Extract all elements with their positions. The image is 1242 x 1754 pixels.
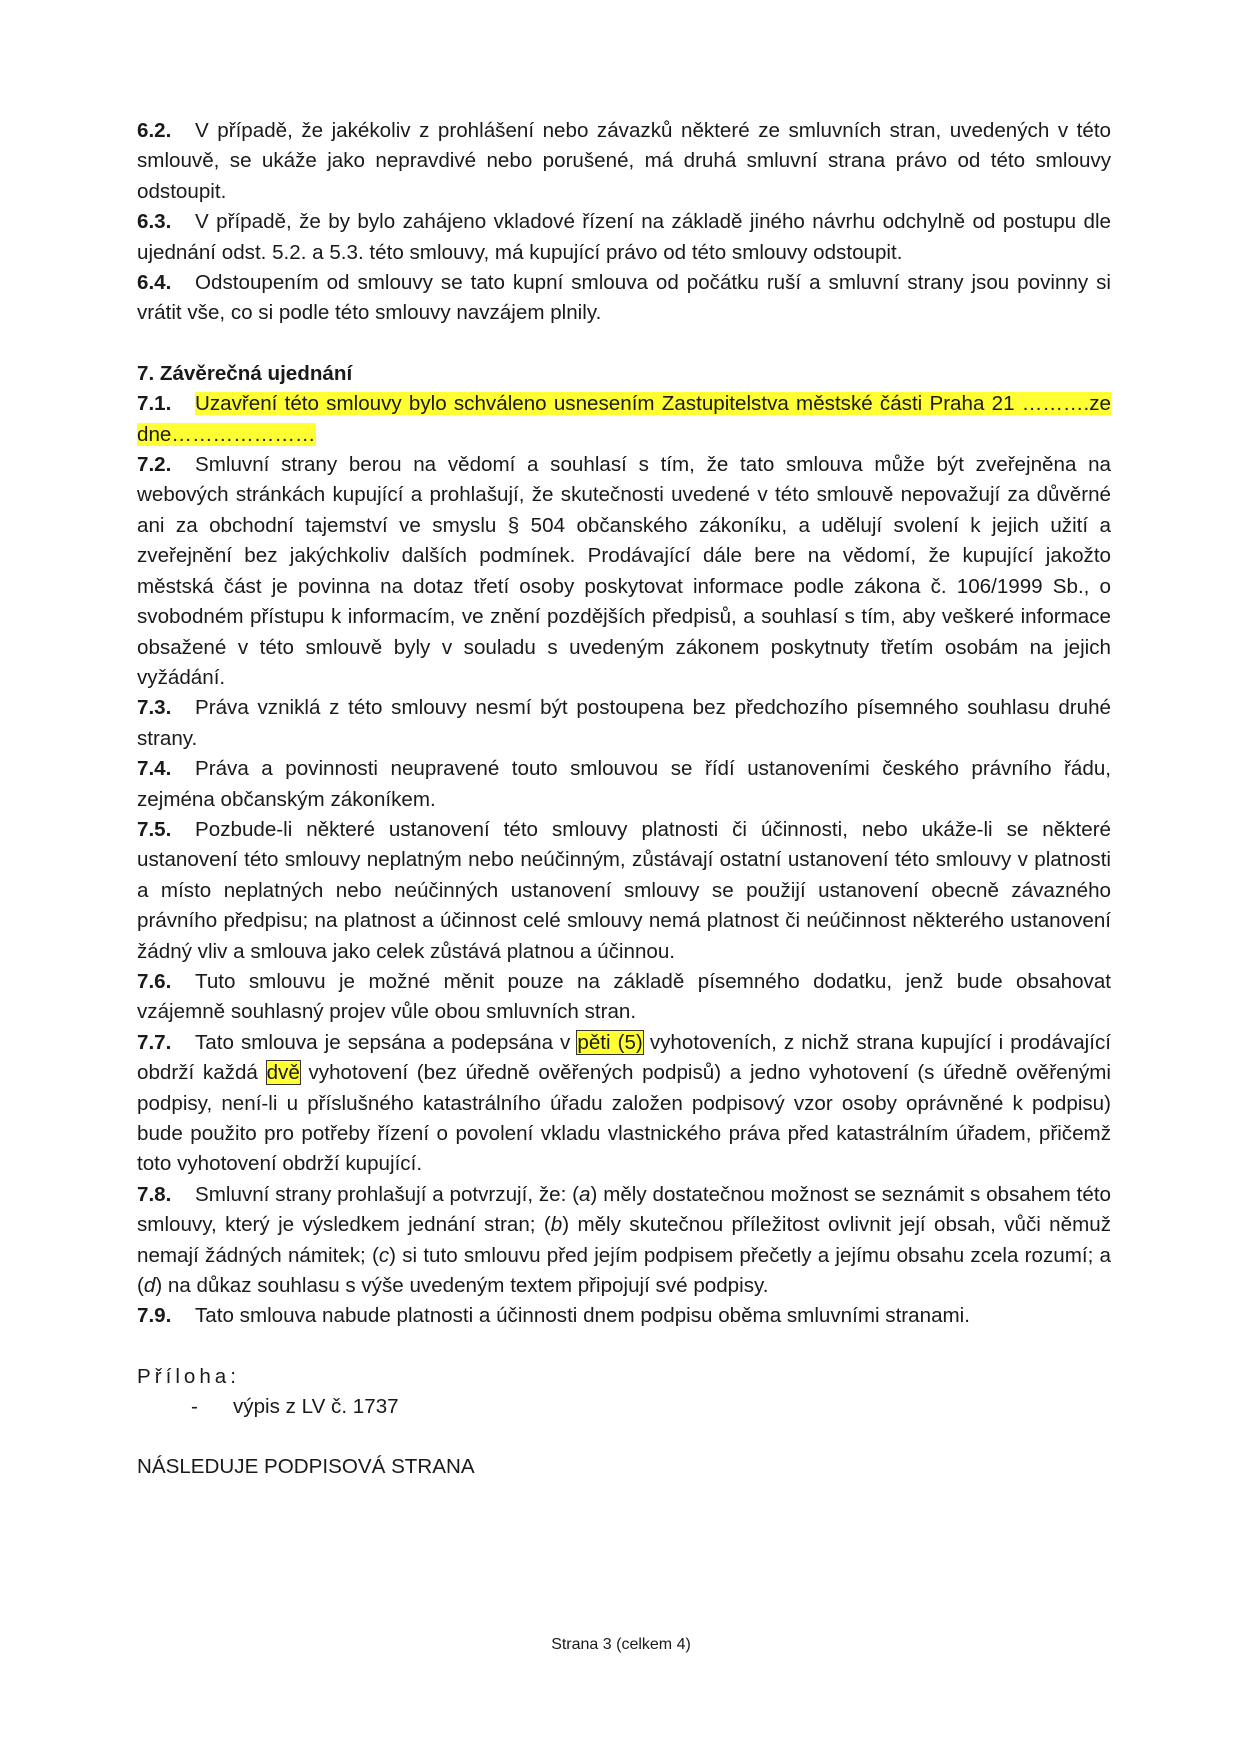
clause-text: Smluvní strany prohlašují a potvrzují, že: (	[195, 1182, 580, 1206]
clause-7-4	[137, 754, 1111, 815]
clause-number: 6.4.	[137, 271, 172, 295]
attachment-item	[191, 1392, 1111, 1422]
clause-text: ) si tuto smlouvu před jejím podpisem přečetly a jejímu obsahu zcela rozumí; a (	[137, 1243, 1111, 1298]
clause-text: Tato smlouva je sepsána a podepsána v	[195, 1030, 578, 1054]
clause-text: V případě, že jakékoliv z prohlášení nebo závazků některé ze smluvních stran, uvedených v této smlouvě, se ukáže jako nepravdivé nebo porušené, má druhá smluvní strana právo od této smlouvy odstoupit.	[137, 119, 1111, 203]
attachment-heading: Příloha:	[137, 1364, 240, 1388]
clause-7-7	[137, 1028, 1111, 1180]
clause-6-2	[137, 116, 1111, 207]
clause-text: Práva vzniklá z této smlouvy nesmí být postoupena bez předchozího písemného souhlasu druhé strany.	[137, 696, 1111, 750]
clause-text: vyhotovení (bez úředně ověřených podpisů) a jedno vyhotovení (s úředně ověřenými podpisy, není-li u příslušného katastrálního úřadu založen podpisový vzor osoby oprávněné k podpisu) bude použito pro potřeby řízení o povolení vkladu vlastnického práva před katastrálním úřadem, přičemž toto vyhotovení obdrží kupující.	[137, 1061, 1111, 1176]
section-7-heading: 7. Závěrečná ujednání	[137, 361, 353, 385]
highlighted-copies-each: dvě	[266, 1061, 300, 1085]
clause-text: Smluvní strany berou na vědomí a souhlasí s tím, že tato smlouva může být zveřejněna na webových stránkách kupující a prohlašují, že skutečnosti uvedené v této smlouvě nepovažují za důvěrné ani za obchodní tajemství ve smyslu § 504 občanského zákoníku, a udělují svolení k jejich užití a zveřejnění bez jakýchkoliv dalších podmínek. Prodávající dále bere na vědomí, že kupující jakožto městská část je povinna na dotaz třetí osoby poskytovat informace podle zákona č. 106/1999 Sb., o svobodném přístupu k informacím, ve znění pozdějších předpisů, a souhlasí s tím, aby veškeré informace obsažené v této smlouvě byly v souladu s uvedeným zákonem poskytnuty třetím osobám na jejich vyžádání.	[137, 453, 1111, 689]
clause-text: ) měly dostatečnou možnost se seznámit s obsahem této smlouvy, který je výsledkem jednání stran; (	[137, 1182, 1111, 1237]
attachment-item-text: výpis z LV č. 1737	[233, 1395, 399, 1419]
clause-text: Tuto smlouvu je možné měnit pouze na základě písemného dodatku, jenž bude obsahovat vzájemně souhlasný projev vůle obou smluvních stran.	[137, 969, 1111, 1024]
clause-number: 7.9.	[137, 1304, 172, 1328]
clause-7-1	[137, 389, 1111, 450]
clause-number: 7.1.	[137, 392, 172, 416]
clause-number: 6.2.	[137, 119, 172, 142]
clause-7-5	[137, 815, 1111, 967]
clause-number: 7.7.	[137, 1030, 172, 1054]
clause-6-3	[137, 207, 1111, 268]
clause-7-9	[137, 1301, 1111, 1331]
clause-number: 7.3.	[137, 696, 172, 720]
clause-text: Tato smlouva nabude platnosti a účinnosti dnem podpisu oběma smluvními stranami.	[195, 1304, 970, 1328]
item-letter: a	[579, 1182, 591, 1206]
clause-number: 7.8.	[137, 1182, 172, 1206]
clause-7-3	[137, 693, 1111, 754]
document-page	[137, 116, 1111, 1482]
clause-number: 7.6.	[137, 969, 172, 993]
clause-text: Práva a povinnosti neupravené touto smlouvou se řídí ustanoveními českého právního řádu, zejména občanským zákoníkem.	[137, 757, 1111, 811]
signature-page-note: NÁSLEDUJE PODPISOVÁ STRANA	[137, 1454, 475, 1478]
highlighted-clause-text: Uzavření této smlouvy bylo schváleno usnesením Zastupitelstva městské části Praha 21 ……….ze dne…………………	[137, 392, 1111, 446]
highlighted-copies-count: pěti (5)	[577, 1030, 643, 1054]
clause-text: ) měly skutečnou příležitost ovlivnit její obsah, vůči němuž nemají žádných námitek; (	[137, 1213, 1111, 1267]
item-letter: d	[143, 1274, 156, 1298]
bullet-dash: -	[191, 1395, 198, 1419]
clause-7-6	[137, 967, 1111, 1028]
clause-6-4	[137, 268, 1111, 329]
clause-7-8	[137, 1180, 1111, 1302]
item-letter: c	[378, 1243, 390, 1267]
clause-text: Pozbude-li některé ustanovení této smlouvy platnosti či účinnosti, nebo ukáže-li se některé ustanovení této smlouvy neplatným nebo neúčinným, zůstávají ostatní ustanovení této smlouvy v platnosti a místo neplatných nebo neúčinných ustanovení smlouvy se použijí ustanovení obecně závazného právního předpisu; na platnost a účinnost celé smlouvy nemá platnost či neúčinnost některého ustanovení žádný vliv a smlouva jako celek zůstává platnou a účinnou.	[137, 817, 1111, 963]
page-number-footer: Strana 3 (celkem 4)	[551, 1636, 691, 1653]
clause-text: ) na důkaz souhlasu s výše uvedeným textem připojují své podpisy.	[155, 1274, 769, 1298]
clause-text: V případě, že by bylo zahájeno vkladové řízení na základě jiného návrhu odchylně od postupu dle ujednání odst. 5.2. a 5.3. této smlouvy, má kupující právo od této smlouvy odstoupit.	[137, 210, 1111, 264]
clause-number: 7.2.	[137, 453, 172, 477]
clause-7-2	[137, 450, 1111, 693]
clause-text: Odstoupením od smlouvy se tato kupní smlouva od počátku ruší a smluvní strany jsou povinny si vrátit vše, co si podle této smlouvy navzájem plnily.	[137, 271, 1111, 325]
clause-number: 7.4.	[137, 757, 172, 781]
clause-number: 6.3.	[137, 210, 172, 234]
clause-text: vyhotoveních, z nichž strana kupující i prodávající obdrží každá	[137, 1030, 1111, 1085]
item-letter: b	[550, 1213, 563, 1237]
clause-number: 7.5.	[137, 817, 172, 841]
